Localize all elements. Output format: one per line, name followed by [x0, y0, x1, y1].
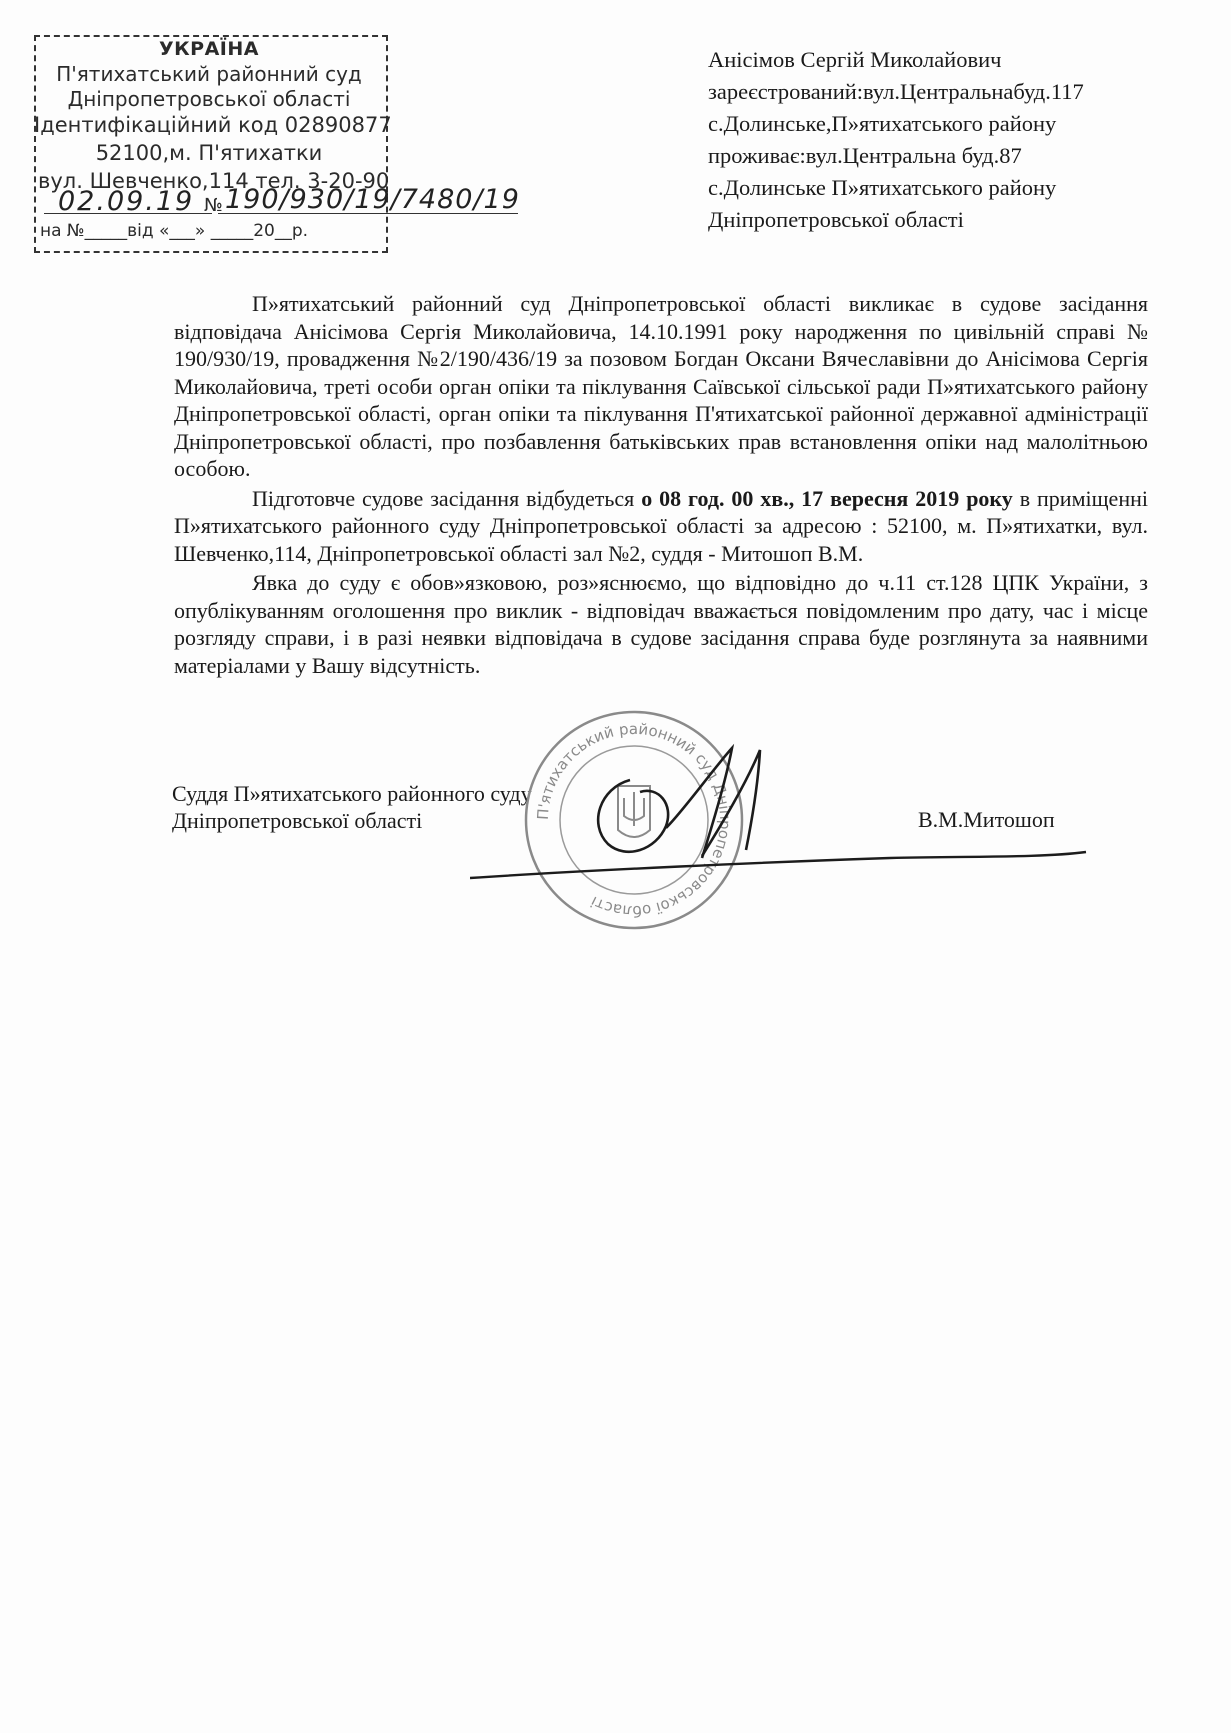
stamp-city: 52100,м. П'ятихатки	[95, 141, 323, 165]
addressee-line: проживає:вул.Центральна буд.87	[708, 143, 1022, 168]
stamp-country: УКРАЇНА	[159, 38, 259, 60]
seal-text-path: П'ятихатський районний суд Дніпропетровської області	[533, 719, 735, 921]
addressee-line: с.Долинське П»ятихатського району	[708, 175, 1057, 200]
handwritten-date: 02.09.19	[58, 186, 195, 217]
date-underline	[44, 213, 212, 214]
number-underline	[218, 213, 518, 214]
stamp-number-label: №	[204, 195, 223, 216]
addressee-line: Дніпропетровської області	[708, 207, 964, 232]
attendance-paragraph: Явка до суду є обов»язковою, роз»яснюємо, що відповідно до ч.11 ст.128 ЦПК України, з опублікуванням оголошення про виклик - відповідач вважається повідомленим про дату, час і місце розгляду справи, і в разі неявки відповідача в судове засідання справа буде розглянута за наявними матеріалами у Вашу відсутність.	[174, 570, 1148, 678]
hearing-intro: Підготовче судове засідання відбудеться	[252, 485, 642, 511]
addressee-block	[708, 44, 1208, 236]
addressee-line: Анісімов Сергій Миколайович	[708, 47, 1002, 72]
stamp-id-code: Ідентифікаційний код 02890877	[34, 113, 392, 137]
summons-paragraph: П»ятихатський районний суд Дніпропетровської області викликає в судове засідання відповідача Анісімова Сергія Миколайовича, 14.10.1991 року народження по цивільній справі № 190/930/19, провадження №2/190/436/19 за позовом Богдан Оксани Вячеславівни до Анісімова Сергія Миколайовича, треті особи орган опіки та піклування Саївської сільської ради П»ятихатського району Дніпропетровської області, орган опіки та піклування П'ятихатської районної державної адміністрації Дніпропетровської області, про позбавлення батьківських прав встановлення опіки над малолітньою особою.	[174, 291, 1148, 481]
hearing-datetime: о 08 год. 00 хв., 17 вересня 2019 року	[641, 485, 1013, 511]
hearing-paragraph	[174, 485, 1148, 568]
stamp-court-name: П'ятихатський районний суд	[56, 62, 362, 86]
addressee-line: зареєстрований:вул.Центральнабуд.117	[708, 79, 1084, 104]
handwritten-number: 190/930/19/7480/19	[225, 184, 520, 215]
stamp-reference-line: на №_____від «___» _____20__р.	[40, 221, 309, 241]
hearing-location: в приміщенні П»ятихатського районного суду Дніпропетровської області за адресою : 52100, м. П»ятихатки, вул. Шевченко,114, Дніпропетровської області зал №2, суддя - Митошоп В.М.	[174, 485, 1148, 566]
judge-title-line: Дніпропетровської області	[172, 808, 423, 833]
addressee-line: с.Долинське,П»ятихатського району	[708, 111, 1057, 136]
court-stamp	[34, 35, 390, 255]
stamp-region: Дніпропетровської області	[67, 87, 351, 111]
judge-name: В.М.Митошоп	[918, 807, 1055, 832]
judge-title-line: Суддя П»ятихатського районного суду	[172, 781, 532, 806]
stamp-street: вул. Шевченко,114 тел. 3-20-90	[38, 169, 390, 193]
letter-body	[174, 290, 1148, 679]
